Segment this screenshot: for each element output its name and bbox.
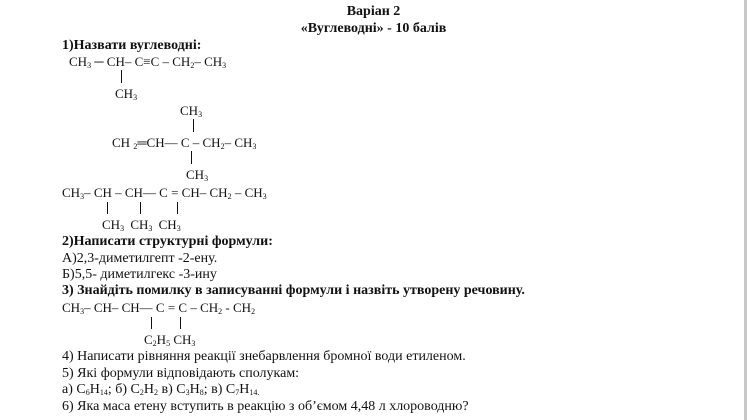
bond-line	[121, 70, 122, 83]
task2-a: А)2,3-диметилгепт -2-ену.	[62, 251, 218, 266]
task1-title: 1)Назвати вуглеводні:	[62, 38, 202, 53]
formula2-bottom: $CH_3$	[186, 167, 209, 183]
formula2-top: $CH_3$	[180, 103, 203, 119]
task2-b: Б)5,5- диметилгекс -3-ину	[62, 267, 217, 282]
task5-formulas: а) $C_6H_{14}$; б) $C_2H_2$ в) $C_3H_8$; в) $C_7H_{14.}$	[62, 382, 260, 397]
task3-title: 3) Знайдіть помилку в записуванні формули і назвіть утворену речовину.	[62, 283, 525, 298]
formula3-main: $CH_3-$ CH – CH— C = CH– $CH_2 - CH_3$	[62, 185, 267, 201]
task4: 4) Написати рівняння реакції знебарвлення бромної води етиленом.	[62, 349, 466, 364]
formula1-main: $CH_3$ ─ CH– $C\equiv C - CH_2-$ $CH_3$	[69, 54, 227, 70]
task3-branches: $C_2H_5$ $CH_3$	[144, 332, 196, 348]
task2-title: 2)Написати структурні формули:	[62, 234, 273, 249]
bond-line	[151, 317, 152, 329]
bond-line	[140, 202, 141, 214]
formula3-branches: $CH_3$ $CH_3$ $CH_3$	[102, 217, 181, 233]
bond-line	[177, 202, 178, 214]
bond-line	[191, 151, 192, 164]
bond-line	[180, 317, 181, 329]
variant-title: Варіан 2	[346, 4, 401, 19]
task5-title: 5) Які формули відповідають сполукам:	[62, 366, 300, 381]
formula2-main: CH $_2$═CH— C – $CH_2-$ $CH_3$	[112, 135, 257, 151]
bond-line	[107, 202, 108, 214]
task3-formula: $CH_3-$ CH– CH— $C = C - CH_2 - CH_2$	[62, 300, 256, 316]
task6: 6) Яка маса етену вступить в реакцію з об’ємом 4,48 л хлороводню?	[62, 399, 469, 414]
formula1-branch: $CH_3$	[115, 86, 138, 102]
topic-title: «Вуглеводні» - 10 балів	[300, 21, 447, 36]
bond-line	[193, 119, 194, 132]
